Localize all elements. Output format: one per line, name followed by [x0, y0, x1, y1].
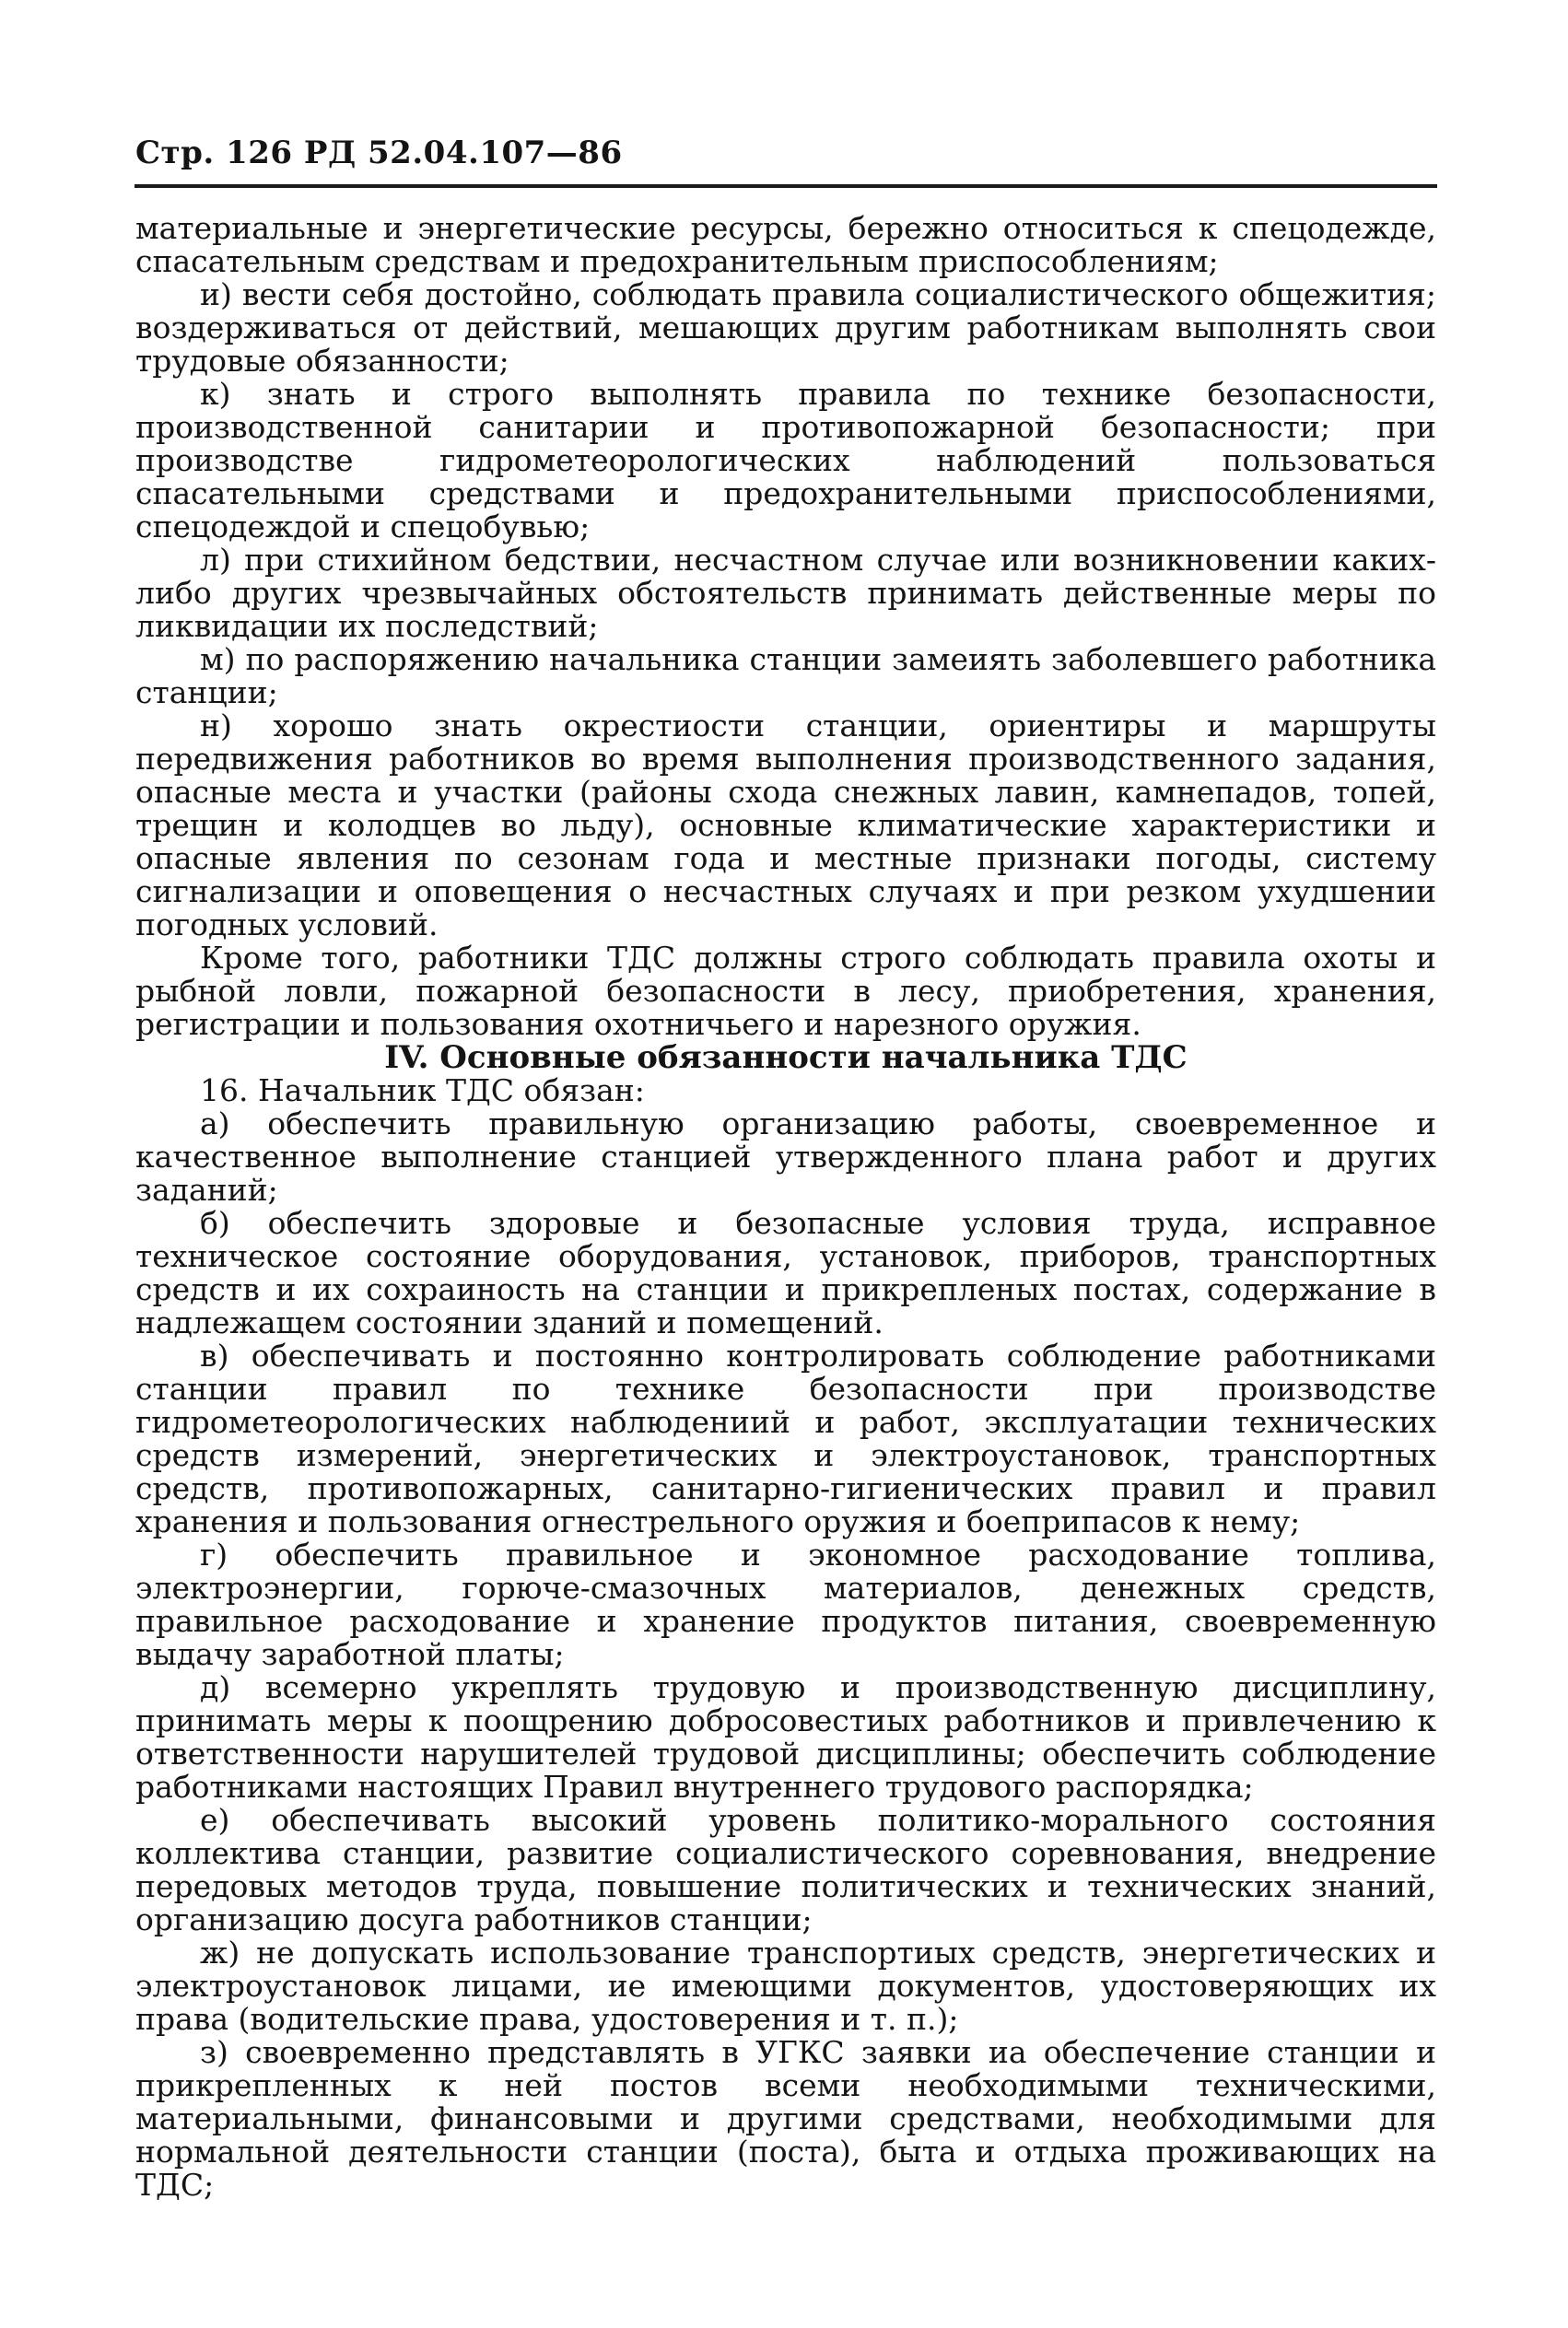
paragraph-additional: Кроме того, работники ТДС должны строго соблюдать правила охоты и рыбной ловли, пожарной безопасности в лесу, приобретения, хранения, регистрации и пользования охотничьего и нарезного оружия. [135, 940, 1436, 1042]
list-item-e: е) обеспечивать высокий уровень политико-морального состояния коллектива станции, развитие социалистического соревнования, внедрение передовых методов труда, повышение политических и технических знаний, организацию досуга работников станции; [135, 1802, 1436, 1937]
header-rule [135, 184, 1437, 188]
list-item-k: к) знать и строго выполнять правила по технике безопасности, производственной санитарии и противопожарной безопасности; при производстве гидрометеорологических наблюдений пользоваться спасательными средствами и предохранительными приспособлениями, спецодеждой и спецобувью; [135, 376, 1436, 544]
list-item-d: д) всемерно укреплять трудовую и производственную дисциплину, принимать меры к поощрению добросовестиых работников и привлечению к ответственности нарушителей трудовой дисциплины; обеспечить соблюдение работниками настоящих Правил внутреннего трудового распорядка; [135, 1669, 1436, 1805]
list-item-b: б) обеспечить здоровые и безопасные условия труда, исправное техническое состояние оборудования, установок, приборов, транспортных средств и их сохраиность на станции и прикрепленых постах, содержание в надлежащем состоянии зданий и помещений. [135, 1205, 1436, 1340]
list-item-z: з) своевременно представлять в УГКС заявки иа обеспечение станции и прикрепленных к ней постов всеми необходимыми техническими, материальными, финансовыми и другими средствами, необходимыми для нормальной деятельности станции (поста), быта и отдыха проживающих на ТДС; [135, 2034, 1436, 2203]
section-title: IV. Основные обязанности начальника ТДС [384, 1039, 1188, 1076]
list-item-zh: ж) не допускать использование транспортиых средств, энергетических и электроустановок лицами, ие имеющими документов, удостоверяющих их права (водительские права, удостоверения и т. п.); [135, 1935, 1436, 2037]
paragraph-continuation: материальные и энергетические ресурсы, бережно относиться к спецодежде, спасательным средствам и предохранительным приспособлениям; [135, 210, 1436, 279]
list-item-v: в) обеспечивать и постоянно контролировать соблюдение работниками станции правил по технике безопасности при производстве гидрометеорологических наблюдениий и работ, эксплуатации технических средств измерений, энергетических и электроустановок, транспортных средств, противопожарных, санитарно-гигиенических правил и правил хранения и пользования огнестрельного оружия и боеприпасов к нему; [135, 1338, 1436, 1539]
list-item-n: н) хорошо знать окрестиости станции, ориентиры и маршруты передвижения работников во время выполнения производственного задания, опасные места и участки (районы схода снежных лавин, камнепадов, топей, трещин и колодцев во льду), основные климатические характеристики и опасные явления по сезонам года и местные признаки погоды, систему сигнализации и оповещения о несчастных случаях и при резком ухудшении погодных условий. [135, 708, 1436, 942]
document-body [135, 212, 1436, 2202]
list-item-m: м) по распоряжению начальника станции замеиять заболевшего работника станции; [135, 641, 1436, 710]
list-item-i: и) вести себя достойно, соблюдать правила социалистического общежития; воздерживаться от действий, мешающих другим работникам выполнять свои трудовые обязанности; [135, 276, 1436, 379]
list-item-l: л) при стихийном бедствии, несчастном случае или возникновении каких-либо других чрезвычайных обстоятельств принимать действенные меры по ликвидации их последствий; [135, 542, 1436, 644]
clause-16: 16. Начальник ТДС обязан: [200, 1072, 645, 1108]
list-item-a: а) обеспечить правильную организацию работы, своевременное и качественное выполнение станцией утвержденного плана работ и других заданий; [135, 1106, 1436, 1208]
page-header: Стр. 126 РД 52.04.107—86 [135, 135, 623, 171]
list-item-g: г) обеспечить правильное и экономное расходование топлива, электроэнергии, горюче-смазочных материалов, денежных средств, правильное расходование и хранение продуктов питания, своевременную выдачу заработной платы; [135, 1537, 1436, 1672]
